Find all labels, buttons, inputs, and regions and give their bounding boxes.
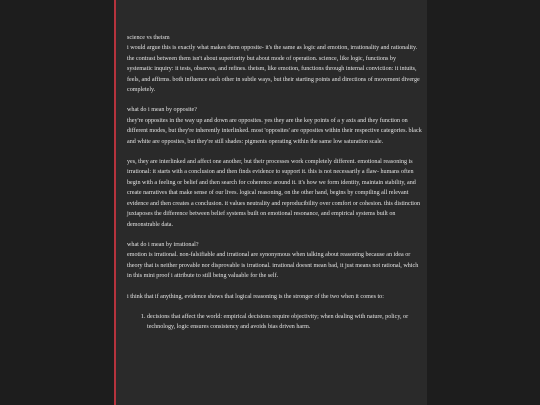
right-background-panel bbox=[427, 0, 540, 405]
post-paragraph: i would argue this is exactly what makes them opposite- it's the same as logic and emotion, irrationality and rationality. the contrast between them isn't about superiority but about mode of operation. science, like logic, functions by systematic inquiry: it tests, observes, and refines. theism, like emotion, functions through internal conviction: it intuits, feels, and affirms. both influence each other in subtle ways, but their starting points and directions of movement diverge completely. bbox=[127, 45, 420, 94]
post-heading: science vs theism bbox=[127, 35, 170, 41]
post-card bbox=[116, 0, 427, 405]
numbered-list bbox=[127, 312, 423, 333]
post-paragraph: yes, they are interlinked and affect one another, but their processes work completely different. emotional reasoning is irrational: it starts with a conclusion and then finds evidence to support it. this is not necessarily a flaw- humans often begin with a feeling or belief and then search for coherence around it. it's how we form identity, maintain stability, and create narratives that make sense of our lives. logical reasoning, on the other hand, begins by compiling all relevant evidence and then creates a conclusion. it values neutrality and reproducibility over comfort or cohesion. this distinction juxtaposes the difference between belief systems built on emotional resonance, and empirical systems built on demonstrable data. bbox=[127, 159, 421, 228]
left-background-panel bbox=[0, 0, 114, 405]
post-paragraph: what do i mean by irrational? emotion is irrational. non-falsifiable and irrational are synonymous when talking about reasoning because an idea or theory that is neither provable nor disprovable is irrational. irrational doesnt mean bad, it just means not rational, which in this mini proof i attribute to still being valuable for the self. bbox=[127, 241, 419, 280]
list-item: 1. decisions that affect the world: empirical decisions require objectivity; when dealing with nature, policy, or technology, logic ensures consistency and avoids bias driven harm. bbox=[147, 312, 423, 333]
post-paragraph: what do i mean by opposite? they're opposites in the way up and down are opposites. yes they are the key points of a y axis and they function on different modes, but they're inherently interlinked. most 'opposites' are opposites within their respective categories. black and white are opposites, but they're still shades: pigments operating within the same low saturation scale. bbox=[127, 107, 422, 145]
post-paragraph: i think that if anything, evidence shows that logical reasoning is the stronger of the two when it comes to: bbox=[127, 293, 384, 300]
post-body bbox=[127, 33, 423, 333]
